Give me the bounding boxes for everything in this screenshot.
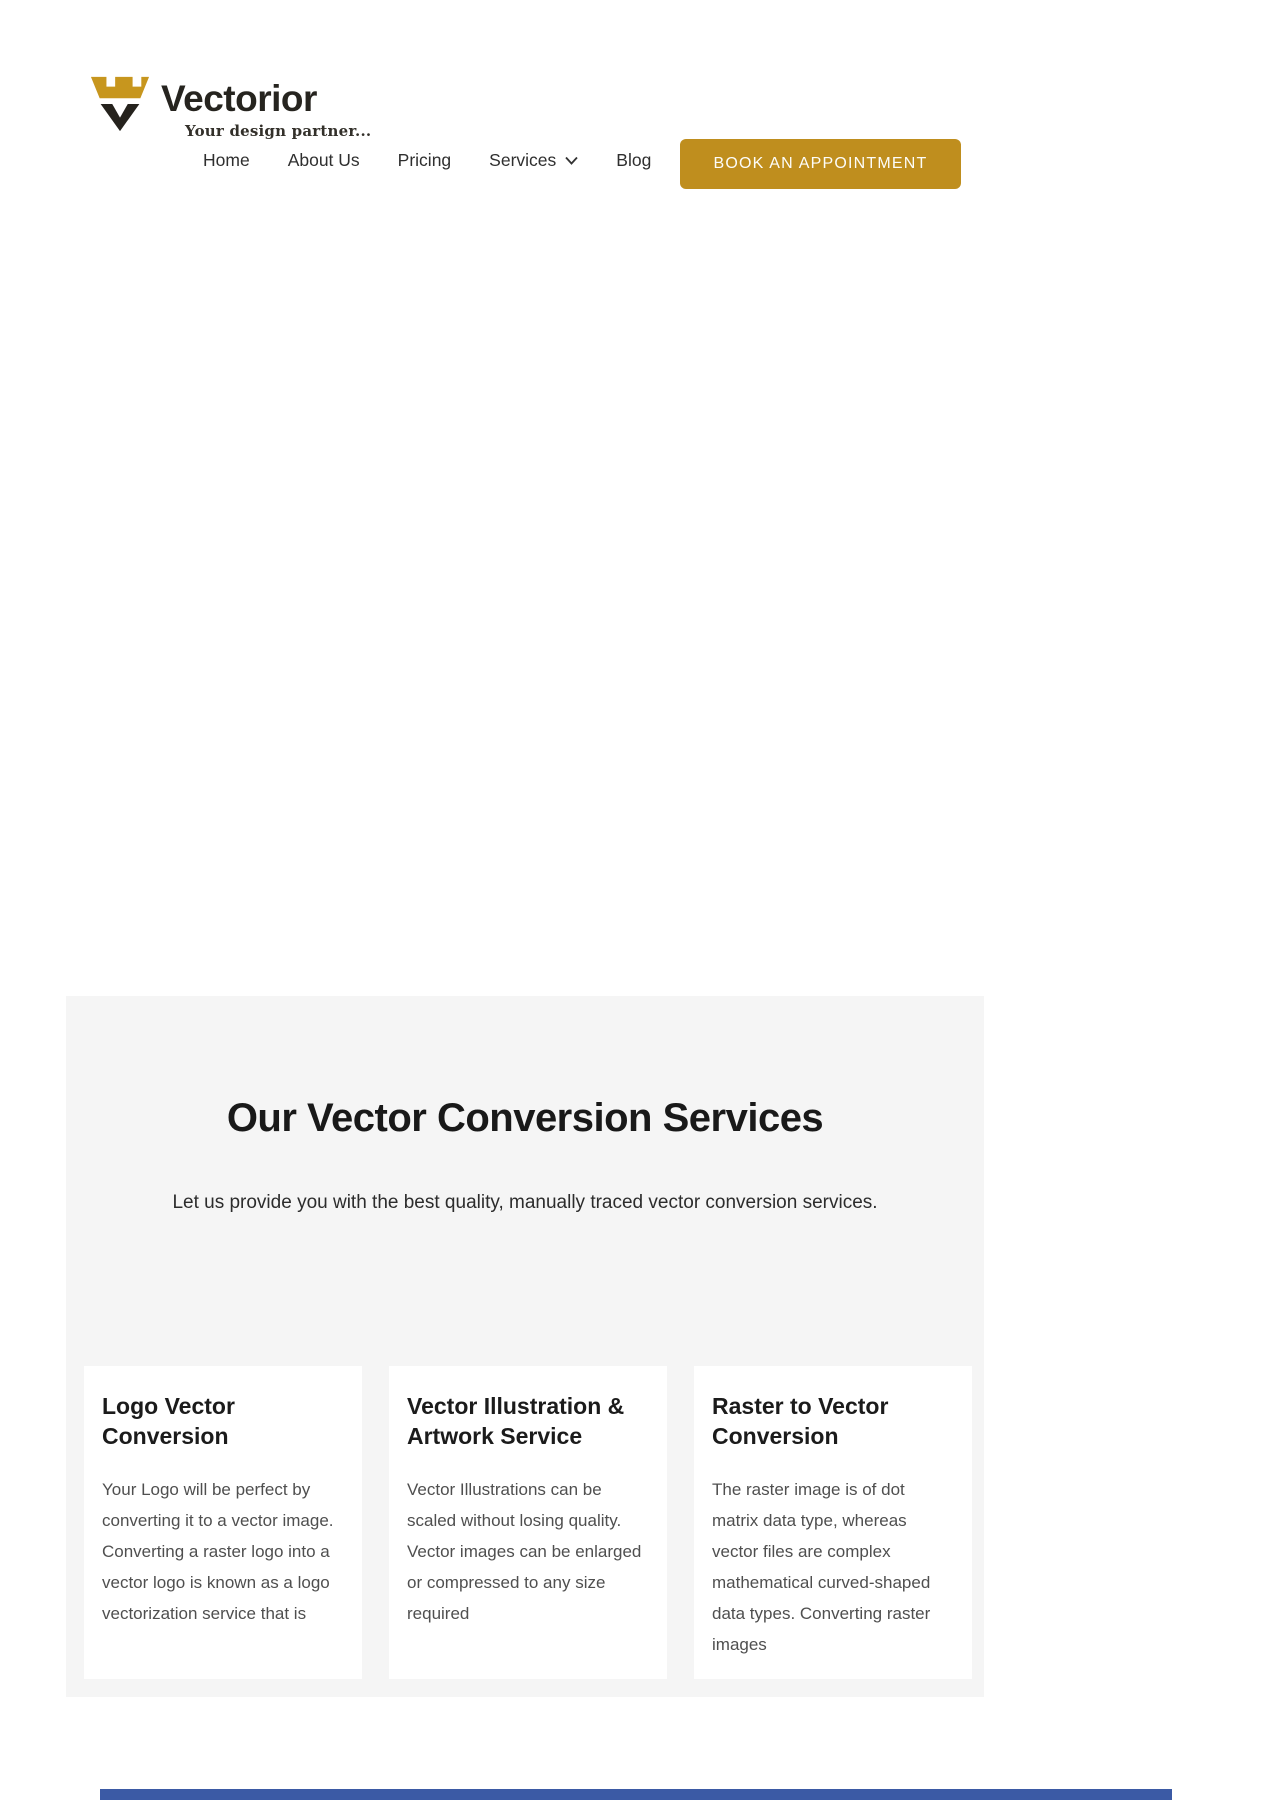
vector-services-section [66,996,984,1697]
brand-tagline: Your design partner... [185,122,372,140]
nav-item-services[interactable] [489,150,578,171]
chevron-down-icon [565,156,578,165]
section-subtitle: Let us provide you with the best quality, manually traced vector conversion services. [172,1192,878,1213]
nav-item-about-us[interactable] [288,150,360,171]
card-body: The raster image is of dot matrix data type, whereas vector files are complex mathematical curved-shaped data types. Converting raster images [712,1479,931,1654]
nav-item-label: Pricing [397,150,452,170]
site-logo[interactable] [89,74,371,140]
main-nav [203,150,651,171]
service-cards-row [84,1366,972,1679]
card-raster-to-vector [694,1366,972,1679]
brand-name: Vectorior [161,78,317,119]
footer-top-bar [100,1789,1172,1800]
crown-v-logo-icon [89,74,151,134]
card-vector-illustration-artwork [389,1366,667,1679]
nav-item-label: About Us [287,150,360,170]
nav-item-pricing[interactable] [398,150,452,171]
card-logo-vector-conversion [84,1366,362,1679]
card-body: Your Logo will be perfect by converting it to a vector image. Converting a raster logo into a vector logo is known as a logo vectorization service that is [102,1479,334,1623]
nav-item-home[interactable] [203,150,250,171]
card-title: Raster to Vector Conversion [712,1393,889,1449]
nav-item-label: Home [203,150,250,170]
book-appointment-button[interactable]: BOOK AN APPOINTMENT [680,139,961,189]
card-body: Vector Illustrations can be scaled without losing quality. Vector images can be enlarged or compressed to any size required [407,1479,642,1623]
section-title: Our Vector Conversion Services [226,1096,824,1140]
nav-item-label: Blog [616,150,652,170]
nav-item-label: Services [489,150,557,170]
nav-item-blog[interactable] [616,150,651,171]
card-title: Logo Vector Conversion [102,1393,235,1449]
card-title: Vector Illustration & Artwork Service [407,1393,625,1449]
